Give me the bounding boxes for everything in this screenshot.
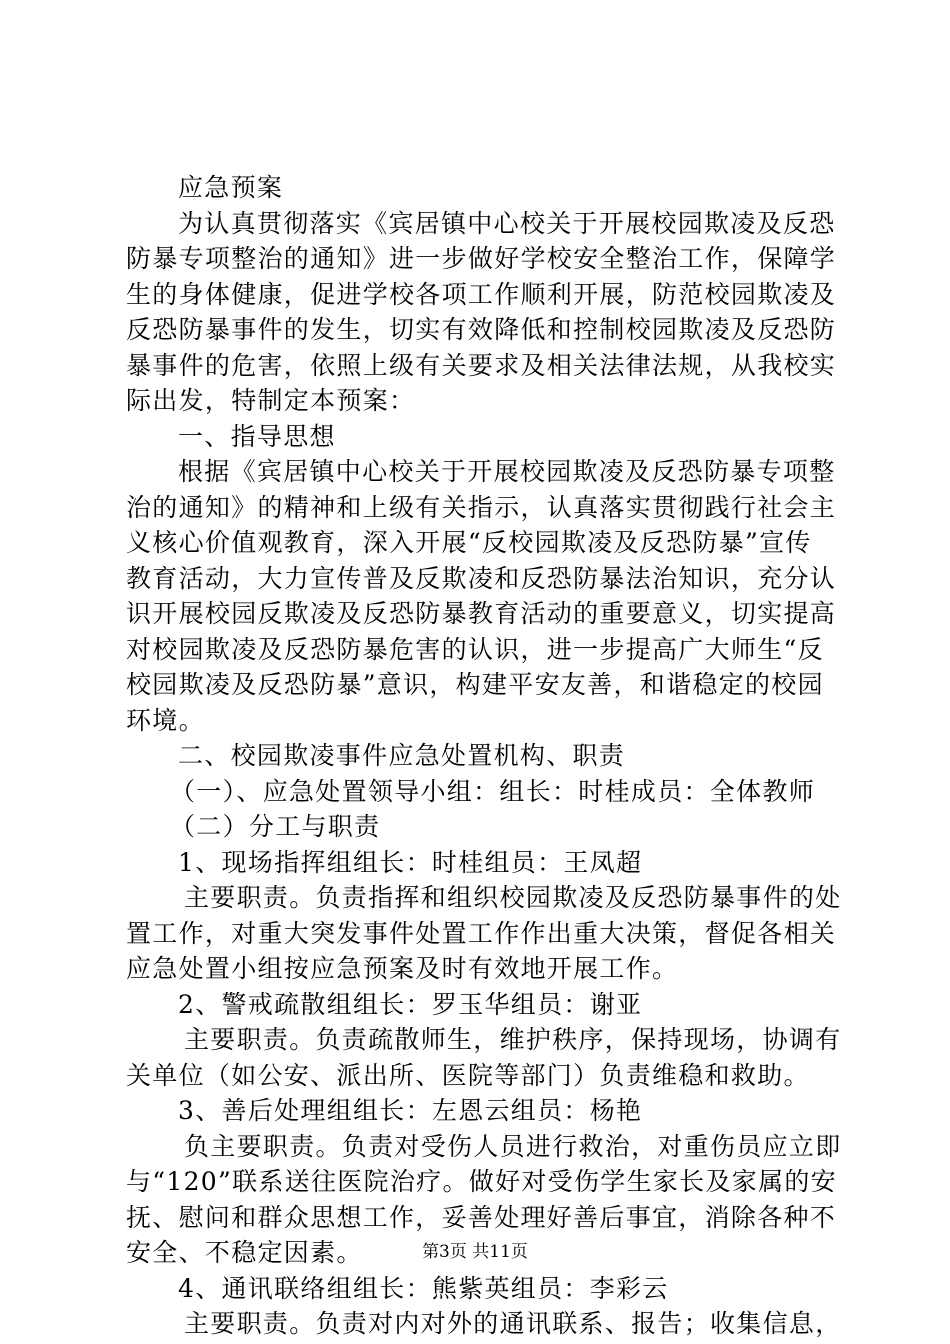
paragraph-line: 抚、慰问和群众思想工作，妥善处理好善后事宜，消除各种不	[126, 1202, 837, 1232]
paragraph-line: 识开展校园反欺凌及反恐防暴教育活动的重要意义，切实提高	[126, 599, 837, 628]
paragraph-line: 防暴专项整治的通知》进一步做好学校安全整治工作，保障学	[126, 244, 837, 273]
paragraph-line: 主要职责。负责指挥和组织校园欺凌及反恐防暴事件的处	[184, 883, 842, 912]
paragraph-line: 治的通知》的精神和上级有关指示，认真落实贯彻践行社会主	[126, 492, 837, 522]
paragraph-line: 安全、不稳定因素。	[126, 1238, 363, 1267]
paragraph-line: 主要职责。负责疏散师生，维护秩序，保持现场，协调有	[184, 1025, 842, 1054]
paragraph-line: 关单位（如公安、派出所、医院等部门）负责维稳和救助。	[126, 1060, 810, 1090]
document-body	[126, 170, 841, 1342]
paragraph-line: 际出发，特制定本预案：	[126, 386, 416, 415]
list-item: 4、通讯联络组组长：熊紫英组员：李彩云	[178, 1273, 669, 1303]
paragraph-line: 暴事件的危害，依照上级有关要求及相关法律法规，从我校实	[126, 350, 837, 380]
section-title: 应急预案	[178, 173, 284, 202]
list-item: 1、现场指挥组组长：时桂组员：王凤超	[178, 847, 643, 877]
heading: 二、校园欺凌事件应急处置机构、职责	[178, 741, 626, 770]
paragraph-line: 校园欺凌及反恐防暴”意识，构建平安友善，和谐稳定的校园	[126, 670, 824, 699]
list-item: 2、警戒疏散组组长：罗玉华组员：谢亚	[178, 989, 643, 1019]
paragraph-line: 负主要职责。负责对受伤人员进行救治，对重伤员应立即	[184, 1131, 842, 1161]
paragraph-line: 置工作，对重大突发事件处置工作作出重大决策，督促各相关	[126, 918, 837, 948]
paragraph-line: 反恐防暴事件的发生，切实有效降低和控制校园欺凌及反恐防	[126, 315, 837, 344]
paragraph-line: 对校园欺凌及反恐防暴危害的认识，进一步提高广大师生“反	[126, 634, 824, 664]
page-number-footer: 第3页 共11页	[422, 1242, 528, 1262]
paragraph-line: 与“120”联系送往医院治疗。做好对受伤学生家长及家属的安	[126, 1167, 837, 1196]
paragraph-line: 主要职责。负责对内对外的通讯联系、报告；收集信息，	[184, 1309, 842, 1338]
paragraph-line: 环境。	[126, 705, 205, 735]
paragraph-line: 生的身体健康，促进学校各项工作顺利开展，防范校园欺凌及	[126, 279, 837, 309]
subheading: （一）、应急处置领导小组：组长：时桂成员：全体教师	[170, 776, 816, 806]
paragraph-line: 应急处置小组按应急预案及时有效地开展工作。	[126, 954, 679, 983]
heading: 一、指导思想	[178, 421, 336, 451]
subheading: （二）分工与职责	[170, 812, 381, 841]
paragraph-line: 根据《宾居镇中心校关于开展校园欺凌及反恐防暴专项整	[178, 457, 836, 486]
list-item: 3、善后处理组组长：左恩云组员：杨艳	[178, 1096, 643, 1125]
paragraph-line: 义核心价值观教育，深入开展“反校园欺凌及反恐防暴”宣传	[126, 528, 812, 557]
paragraph-line: 教育活动，大力宣传普及反欺凌和反恐防暴法治知识，充分认	[126, 563, 837, 593]
paragraph-line: 为认真贯彻落实《宾居镇中心校关于开展校园欺凌及反恐	[178, 208, 836, 238]
